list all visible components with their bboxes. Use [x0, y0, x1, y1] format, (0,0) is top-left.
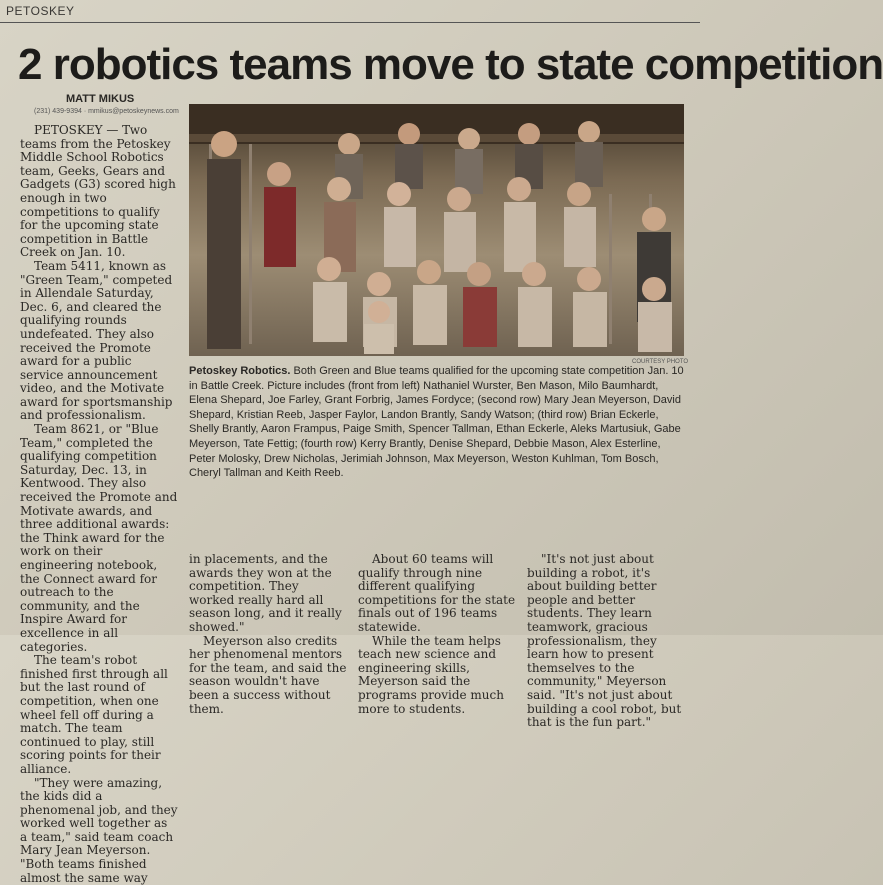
byline: MATT MIKUS — [66, 93, 134, 105]
paragraph: While the team helps teach new science and engineering skills, Meyerson said the programs provide much more to students. — [358, 635, 516, 717]
paragraph: Meyerson also credits her phenomenal mentors for the team, and said the season wouldn't have been a success without them. — [189, 635, 347, 717]
paragraph: The team's robot finished first through all but the last round of competition, when one wheel fell off during a match. The team continued to play, still scoring points for their alliance. — [20, 654, 178, 776]
team-photo — [189, 104, 684, 356]
caption-text: Both Green and Blue teams qualified for the upcoming state competition Jan. 10 in Battle Creek. Picture includes (front from left) Nathaniel Wurster, Ben Mason, Milo Baumhardt, Elena Shepard, Joe Farley, Grant Forbrig, James Fordyce; (second row) Mary Jean Meyerson, David Shepard, Kristian Reeb, Jasper Faylor, Landon Brantly, Sandy Watson; (third row) Brian Eckerle, Shelly Brantly, Aaron Frampus, Paige Smith, Spencer Tallman, Ethan Eckerle, Aleks Martusiuk, Gabe Meyerson, Tate Fettig; (fourth row) Kerry Brantly, Denise Shepard, Debbie Mason, Alex Esterline, Peter Molosky, Drew Nicholas, Jerimiah Johnson, Max Meyerson, Weston Kuhlman, Tom Bosch, Cheryl Tallman and Keith Reeb. — [189, 365, 684, 479]
paragraph: PETOSKEY — Two teams from the Petoskey Middle School Robotics team, Geeks, Gears and Gadgets (G3) scored high enough in two competitions to qualify for the upcoming state competition in Battle Creek on Jan. 10. — [20, 124, 178, 260]
paragraph: Team 8621, or "Blue Team," completed the qualifying competition Saturday, Dec. 13, in Kentwood. They also received the Promote and Motivate awards, and three additional awards: the Think award for the work on their engineering notebook, the Connect award for outreach to the community, and the Inspire Award for excellence in all categories. — [20, 423, 178, 654]
headline: 2 robotics teams move to state competition — [18, 40, 883, 90]
section-label: PETOSKEY — [6, 4, 74, 18]
photo-credit: COURTESY PHOTO — [632, 359, 688, 365]
paragraph: About 60 teams will qualify through nine different qualifying competitions for the state finals out of 196 teams statewide. — [358, 553, 516, 635]
paragraph: in placements, and the awards they won at the competition. They worked really hard all season long, and it really showed." — [189, 553, 347, 635]
article-column-4 — [527, 553, 685, 730]
article-column-2 — [189, 553, 347, 716]
paragraph: "They were amazing, the kids did a phenomenal job, and they worked well together as a team," said team coach Mary Jean Meyerson. "Both teams finished almost the same way — [20, 777, 178, 885]
photo-caption — [189, 364, 689, 481]
author-contact: (231) 439-9394 · mmikus@petoskeynews.com — [34, 108, 179, 115]
team-photo-illustration — [189, 104, 684, 356]
article-column-3 — [358, 553, 516, 716]
paragraph: Team 5411, known as "Green Team," competed in Allendale Saturday, Dec. 6, and cleared the qualifying rounds undefeated. They also received the Promote award for a public service announcement video, and the Motivate award for sportsmanship and professionalism. — [20, 260, 178, 423]
paragraph: "It's not just about building a robot, it's about building better people and better students. They learn teamwork, gracious professionalism, they learn how to present themselves to the community," Meyerson said. "It's not just about building a cool robot, but that is the fun part." — [527, 553, 685, 730]
article-column-1 — [20, 124, 178, 885]
caption-lead: Petoskey Robotics. — [189, 365, 290, 377]
section-rule — [0, 22, 700, 23]
